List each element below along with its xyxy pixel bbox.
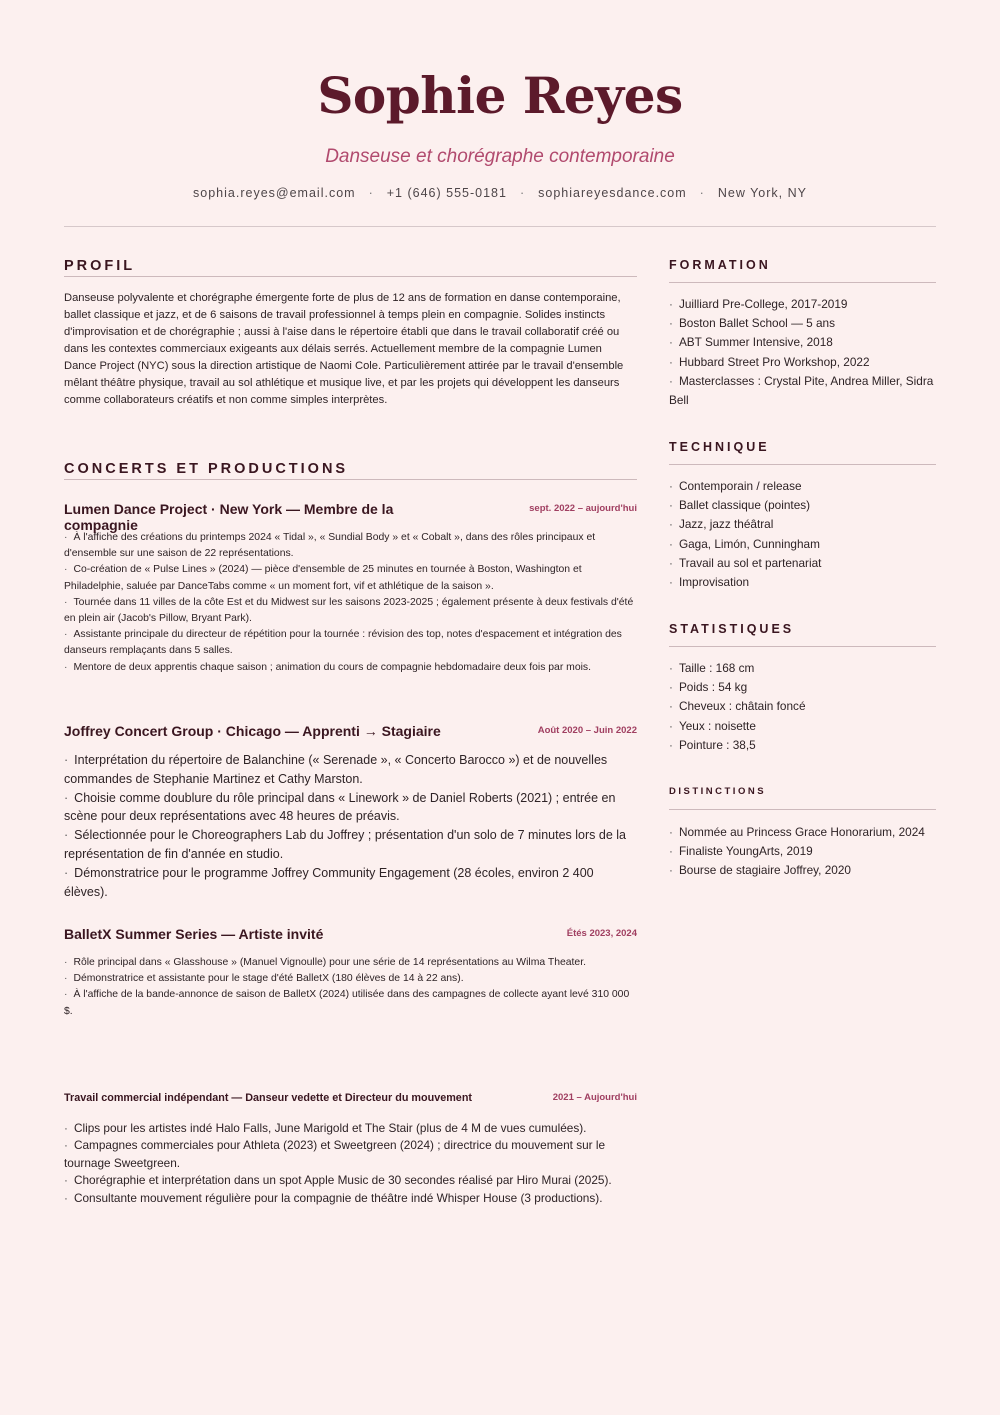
location-text: New York, NY [717, 186, 807, 200]
list-item: · Tournée dans 11 villes de la côte Est et du Midwest sur les saisons 2023-2025 ; également présente à deux festivals d'été en plein air (Jacob's Pillow, Bryant Park). [64, 595, 637, 627]
header-divider [64, 226, 936, 227]
job-title: BalletX Summer Series — Artiste invité [64, 926, 324, 942]
list-item: · Nommée au Princess Grace Honorarium, 2024 [669, 823, 936, 842]
job-date: 2021 – Aujourd'hui [552, 1092, 637, 1103]
job-title: Lumen Dance Project · New York — Membre de la compagnie [64, 501, 394, 533]
email-link[interactable]: sophia.reyes@email.com [193, 186, 356, 200]
list-item: · Démonstratrice pour le programme Joffrey Community Engagement (28 écoles, environ 2 400 élèves). [64, 864, 637, 902]
website-link[interactable]: sophiareyesdance.com [538, 186, 687, 200]
technique-list [669, 477, 936, 592]
list-item: · ABT Summer Intensive, 2018 [669, 333, 936, 352]
list-item: · Sélectionnée pour le Choreographers Lab du Joffrey ; présentation d'un solo de 7 minutes lors de la représentation de fin d'année en studio. [64, 826, 637, 864]
list-item: · Démonstratrice et assistante pour le stage d'été BalletX (180 élèves de 14 à 22 ans). [64, 971, 637, 987]
list-item: · Yeux : noisette [669, 717, 936, 736]
distinctions-list [669, 823, 936, 881]
list-item: · Mentore de deux apprentis chaque saison ; animation du cours de compagnie hebdomadaire deux fois par mois. [64, 660, 637, 676]
section-title-distinctions: DISTINCTIONS [669, 786, 936, 810]
list-item: · Poids : 54 kg [669, 678, 936, 697]
job-bullets [64, 751, 637, 901]
list-item: · Choisie comme doublure du rôle principal dans « Linework » de Daniel Roberts (2021) ; entrée en scène pour deux représentations avec 48 heures de préavis. [64, 789, 637, 827]
list-item: · Assistante principale du directeur de répétition pour la tournée : révision des top, notes d'espacement et intégration des danseurs remplaçants dans 5 salles. [64, 627, 637, 659]
section-title-concerts: CONCERTS ET PRODUCTIONS [64, 461, 637, 480]
list-item: · Gaga, Limón, Cunningham [669, 535, 936, 554]
job-header [64, 1091, 637, 1105]
list-item: · Contemporain / release [669, 477, 936, 496]
job-date: Étés 2023, 2024 [566, 928, 637, 939]
list-item: · À l'affiche des créations du printemps 2024 « Tidal », « Sundial Body » et « Cobalt », dans des rôles principaux et d'ensemble sur une saison de 22 représentations. [64, 530, 637, 562]
separator: · [699, 186, 705, 200]
section-title-formation: FORMATION [669, 258, 936, 283]
list-item: · À l'affiche de la bande-annonce de saison de BalletX (2024) utilisée dans des campagnes de collecte ayant levé 310 000 $. [64, 987, 637, 1019]
job-header [64, 501, 637, 533]
job-header [64, 723, 637, 739]
formation-list [669, 295, 936, 410]
list-item: · Consultante mouvement régulière pour la compagnie de théâtre indé Whisper House (3 productions). [64, 1190, 637, 1207]
section-title-technique: TECHNIQUE [669, 440, 936, 465]
list-item: · Travail au sol et partenariat [669, 554, 936, 573]
list-item: · Boston Ballet School — 5 ans [669, 314, 936, 333]
statistiques-list [669, 659, 936, 755]
list-item: · Campagnes commerciales pour Athleta (2023) et Sweetgreen (2024) ; directrice du mouvement sur le tournage Sweetgreen. [64, 1137, 637, 1172]
job-title: Travail commercial indépendant — Danseur vedette et Directeur du mouvement [64, 1092, 473, 1104]
job-date: sept. 2022 – aujourd'hui [529, 503, 637, 514]
list-item: · Juilliard Pre-College, 2017-2019 [669, 295, 936, 314]
list-item: · Interprétation du répertoire de Balanchine (« Serenade », « Concerto Barocco ») et de nouvelles commandes de Stephanie Martinez et Cathy Marston. [64, 751, 637, 789]
contact-line [0, 186, 1000, 200]
candidate-name: Sophie Reyes [317, 66, 683, 125]
job-bullets [64, 955, 637, 1020]
list-item: · Cheveux : châtain foncé [669, 697, 936, 716]
list-item: · Pointure : 38,5 [669, 736, 936, 755]
list-item: · Chorégraphie et interprétation dans un spot Apple Music de 30 secondes réalisé par Hiro Murai (2025). [64, 1172, 637, 1189]
job-bullets [64, 1120, 637, 1207]
job-date: Août 2020 – Juin 2022 [537, 725, 637, 736]
list-item: · Finaliste YoungArts, 2019 [669, 842, 936, 861]
phone-text: +1 (646) 555-0181 [386, 186, 507, 200]
list-item: · Bourse de stagiaire Joffrey, 2020 [669, 861, 936, 880]
candidate-title: Danseuse et chorégraphe contemporaine [325, 146, 675, 167]
separator: · [368, 186, 374, 200]
list-item: · Masterclasses : Crystal Pite, Andrea Miller, Sidra Bell [669, 372, 936, 410]
section-title-statistiques: STATISTIQUES [669, 622, 936, 647]
job-header [64, 926, 637, 942]
list-item: · Rôle principal dans « Glasshouse » (Manuel Vignoulle) pour une série de 14 représentations au Wilma Theater. [64, 955, 637, 971]
list-item: · Ballet classique (pointes) [669, 496, 936, 515]
job-bullets [64, 530, 637, 676]
list-item: · Co-création de « Pulse Lines » (2024) — pièce d'ensemble de 25 minutes en tournée à Boston, Washington et Philadelphie, saluée par DanceTabs comme « un moment fort, vif et athlétique de la saison ». [64, 562, 637, 594]
list-item: · Hubbard Street Pro Workshop, 2022 [669, 353, 936, 372]
list-item: · Improvisation [669, 573, 936, 592]
list-item: · Taille : 168 cm [669, 659, 936, 678]
separator: · [519, 186, 526, 200]
list-item: · Jazz, jazz théâtral [669, 515, 936, 534]
profil-text: Danseuse polyvalente et chorégraphe émergente forte de plus de 12 ans de formation en danse contemporaine, ballet classique et jazz, et de 6 saisons de travail professionnel à temps plein en compagnie. Solides instincts d'improvisation et de chorégraphie ; aussi à l'aise dans le répertoire établi que dans le travail collaboratif créé ou dans les contextes commerciaux exigeants aux délais serrés. Actuellement membre de la compagnie Lumen Dance Project (NYC) sous la direction artistique de Naomi Cole. Particulièrement attirée par le travail d'ensemble mêlant théâtre physique, travail au sol athlétique et musique live, et par les projets qui développent les danseurs comme collaborateurs créatifs et non comme simples interprètes. [64, 292, 624, 406]
job-title: Joffrey Concert Group · Chicago — Apprenti → Stagiaire [64, 723, 441, 739]
section-title-profil: PROFIL [64, 258, 637, 277]
list-item: · Clips pour les artistes indé Halo Falls, June Marigold et The Stair (plus de 4 M de vues cumulées). [64, 1120, 637, 1137]
